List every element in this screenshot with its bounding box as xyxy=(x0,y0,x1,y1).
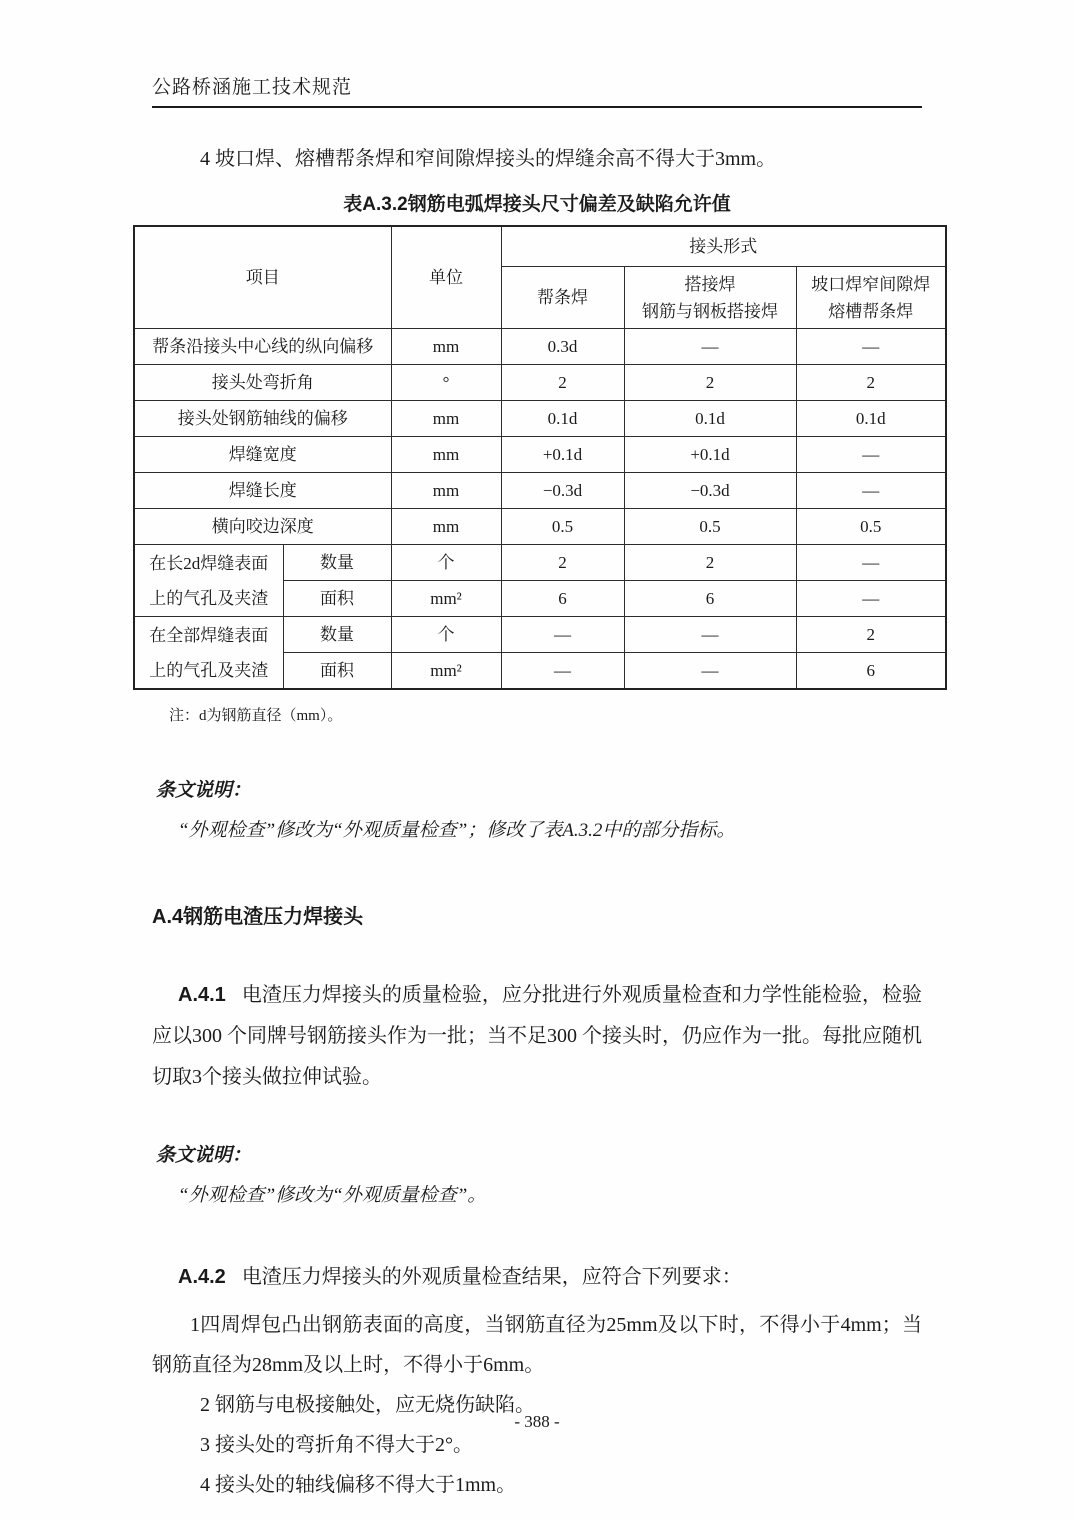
running-header: 公路桥涵施工技术规范 xyxy=(152,72,922,108)
table-row xyxy=(134,509,946,545)
table-caption: 表A.3.2钢筋电弧焊接头尺寸偏差及缺陷允许值 xyxy=(343,194,731,215)
cell-subitem: 面积 xyxy=(283,581,391,617)
commentary-title: 条文说明： xyxy=(156,780,252,801)
cell-value: 2 xyxy=(501,545,624,581)
cell-value: 2 xyxy=(796,365,946,401)
spec-table xyxy=(133,225,947,690)
header-pokou-line2: 熔槽帮条焊 xyxy=(828,301,914,321)
table-row xyxy=(134,365,946,401)
cell-unit: mm xyxy=(391,437,501,473)
table-group-row xyxy=(134,617,946,653)
cell-unit: mm xyxy=(391,329,501,365)
cell-value: 0.5 xyxy=(796,509,946,545)
cell-value: — xyxy=(796,329,946,365)
header-dajie-line1: 搭接焊 xyxy=(684,274,736,294)
page-number: - 388 - xyxy=(514,1412,560,1431)
cell-item: 焊缝宽度 xyxy=(134,437,391,473)
header-pokou-line1: 坡口焊窄间隙焊 xyxy=(811,274,931,294)
cell-unit: mm xyxy=(391,509,501,545)
table-row xyxy=(134,329,946,365)
table-group-row xyxy=(134,545,946,581)
commentary-body: “外观检查”修改为“外观质量检查”；修改了表A.3.2中的部分指标。 xyxy=(178,820,736,841)
group-label-cell xyxy=(134,617,283,690)
clause-a42-item-2: 2 钢筋与电极接触处，应无烧伤缺陷。 xyxy=(200,1394,535,1416)
cell-value: +0.1d xyxy=(624,437,796,473)
cell-value: 2 xyxy=(796,617,946,653)
cell-value: 0.5 xyxy=(501,509,624,545)
cell-unit: mm² xyxy=(391,581,501,617)
cell-item: 帮条沿接头中心线的纵向偏移 xyxy=(134,329,391,365)
cell-item: 横向咬边深度 xyxy=(134,509,391,545)
clause-a42-number: A.4.2 xyxy=(178,1266,226,1288)
cell-subitem: 数量 xyxy=(283,617,391,653)
cell-value: 2 xyxy=(624,365,796,401)
cell-value: — xyxy=(624,653,796,690)
table-note: 注：d为钢筋直径（mm）。 xyxy=(169,708,343,724)
cell-value: — xyxy=(624,329,796,365)
commentary-body: “外观检查”修改为“外观质量检查”。 xyxy=(178,1185,487,1206)
header-cell-pokou xyxy=(796,267,946,329)
clause-a42-item-3: 3 接头处的弯折角不得大于2°。 xyxy=(200,1434,473,1456)
section-a4-heading: A.4钢筋电渣压力焊接头 xyxy=(152,906,364,928)
cell-value: — xyxy=(796,473,946,509)
group-label-line1: 在全部焊缝表面 xyxy=(149,625,269,645)
cell-value: −0.3d xyxy=(624,473,796,509)
table-row xyxy=(134,437,946,473)
cell-value: 6 xyxy=(501,581,624,617)
cell-value: 0.1d xyxy=(624,401,796,437)
header-dajie-lines xyxy=(628,271,793,325)
table-row xyxy=(134,401,946,437)
cell-unit: 个 xyxy=(391,545,501,581)
header-cell-unit: 单位 xyxy=(391,226,501,329)
cell-item: 接头处弯折角 xyxy=(134,365,391,401)
clause-a42-item-1: 1四周焊包凸出钢筋表面的高度，当钢筋直径为25mm及以下时，不得小于4mm；当钢筋直径为28mm及以上时，不得小于6mm。 xyxy=(152,1314,922,1376)
cell-value: 0.3d xyxy=(501,329,624,365)
cell-value: — xyxy=(796,581,946,617)
header-cell-dajie xyxy=(624,267,796,329)
cell-value: — xyxy=(796,437,946,473)
cell-unit: mm² xyxy=(391,653,501,690)
cell-unit: mm xyxy=(391,401,501,437)
clause-a41-text: 电渣压力焊接头的质量检验，应分批进行外观质量检查和力学性能检验，检验应以300 个同牌号钢筋接头作为一批；当不足300 个接头时，仍应作为一批。每批应随机切取3个接头做拉伸试验。 xyxy=(152,984,922,1088)
clause-a42-item-4: 4 接头处的轴线偏移不得大于1mm。 xyxy=(200,1474,517,1496)
cell-item: 接头处钢筋轴线的偏移 xyxy=(134,401,391,437)
group-label-cell xyxy=(134,545,283,617)
cell-value: +0.1d xyxy=(501,437,624,473)
cell-unit: ° xyxy=(391,365,501,401)
cell-subitem: 面积 xyxy=(283,653,391,690)
header-cell-item: 项目 xyxy=(134,226,391,329)
cell-value: 0.1d xyxy=(501,401,624,437)
cell-item: 焊缝长度 xyxy=(134,473,391,509)
header-cell-joint-form: 接头形式 xyxy=(501,226,946,267)
cell-unit: 个 xyxy=(391,617,501,653)
cell-value: — xyxy=(624,617,796,653)
cell-value: 6 xyxy=(796,653,946,690)
cell-value: — xyxy=(796,545,946,581)
cell-value: — xyxy=(501,617,624,653)
cell-value: 6 xyxy=(624,581,796,617)
cell-value: — xyxy=(501,653,624,690)
header-pokou-lines xyxy=(800,271,943,325)
group-label-line2: 上的气孔及夹渣 xyxy=(149,660,269,680)
cell-value: −0.3d xyxy=(501,473,624,509)
cell-unit: mm xyxy=(391,473,501,509)
group-label-line2: 上的气孔及夹渣 xyxy=(149,588,269,608)
cell-subitem: 数量 xyxy=(283,545,391,581)
cell-value: 0.1d xyxy=(796,401,946,437)
group-label-line1: 在长2d焊缝表面 xyxy=(149,553,269,573)
table-row xyxy=(134,473,946,509)
clause-4-paragraph: 4 坡口焊、熔槽帮条焊和窄间隙焊接头的焊缝余高不得大于3mm。 xyxy=(200,148,777,170)
clause-a41-paragraph xyxy=(152,975,922,1098)
clause-a42-text: 电渣压力焊接头的外观质量检查结果，应符合下列要求： xyxy=(241,1266,742,1288)
cell-value: 0.5 xyxy=(624,509,796,545)
header-cell-bangtiao: 帮条焊 xyxy=(501,267,624,329)
clause-a42-paragraph xyxy=(152,1263,922,1291)
cell-value: 2 xyxy=(501,365,624,401)
cell-value: 2 xyxy=(624,545,796,581)
commentary-title: 条文说明： xyxy=(156,1145,252,1166)
header-dajie-line2: 钢筋与钢板搭接焊 xyxy=(642,301,778,321)
table-header-row-1 xyxy=(134,226,946,267)
clause-a41-number: A.4.1 xyxy=(178,984,226,1006)
